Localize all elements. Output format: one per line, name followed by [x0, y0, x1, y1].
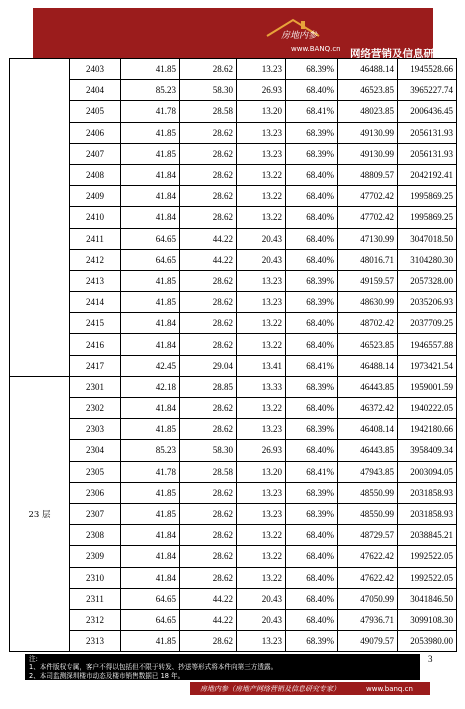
unit-no-cell: 2307: [70, 503, 121, 524]
inner-area-cell: 28.62: [180, 546, 237, 567]
shared-area-cell: 13.33: [237, 376, 286, 397]
area-cell: 41.85: [121, 122, 180, 143]
ratio-cell: 68.41%: [286, 461, 338, 482]
ratio-cell: 68.41%: [286, 101, 338, 122]
shared-area-cell: 20.43: [237, 588, 286, 609]
shared-area-cell: 13.22: [237, 398, 286, 419]
shared-area-cell: 13.22: [237, 525, 286, 546]
table-row: [10, 419, 457, 440]
ratio-cell: 68.40%: [286, 313, 338, 334]
unit-no-cell: 2313: [70, 631, 121, 652]
inner-area-cell: 28.62: [180, 482, 237, 503]
area-cell: 42.45: [121, 355, 180, 376]
table-row: [10, 80, 457, 101]
unit-price-cell: 46372.42: [338, 398, 398, 419]
table-row: [10, 398, 457, 419]
table-body: [10, 59, 457, 652]
unit-no-cell: 2411: [70, 228, 121, 249]
shared-area-cell: 13.23: [237, 143, 286, 164]
total-price-cell: 2056131.93: [398, 122, 457, 143]
area-cell: 41.78: [121, 461, 180, 482]
table-row: [10, 122, 457, 143]
total-price-cell: 3099108.30: [398, 609, 457, 630]
ratio-cell: 68.39%: [286, 482, 338, 503]
unit-price-cell: 46408.14: [338, 419, 398, 440]
unit-no-cell: 2305: [70, 461, 121, 482]
ratio-cell: 68.40%: [286, 228, 338, 249]
unit-no-cell: 2415: [70, 313, 121, 334]
area-cell: 64.65: [121, 588, 180, 609]
total-price-cell: 2057328.00: [398, 270, 457, 291]
area-cell: 41.84: [121, 525, 180, 546]
total-price-cell: 3958409.34: [398, 440, 457, 461]
area-cell: 41.85: [121, 270, 180, 291]
inner-area-cell: 28.62: [180, 186, 237, 207]
ratio-cell: 68.40%: [286, 588, 338, 609]
ratio-cell: 68.40%: [286, 440, 338, 461]
table-row: [10, 101, 457, 122]
area-cell: 41.85: [121, 292, 180, 313]
total-price-cell: 2038845.21: [398, 525, 457, 546]
unit-no-cell: 2308: [70, 525, 121, 546]
inner-area-cell: 44.22: [180, 588, 237, 609]
ratio-cell: 68.39%: [286, 292, 338, 313]
unit-no-cell: 2310: [70, 567, 121, 588]
table-row: [10, 334, 457, 355]
total-price-cell: 1992522.05: [398, 567, 457, 588]
table-row: [10, 59, 457, 80]
total-price-cell: 2035206.93: [398, 292, 457, 313]
unit-price-cell: 48809.57: [338, 164, 398, 185]
inner-area-cell: 28.62: [180, 503, 237, 524]
shared-area-cell: 13.23: [237, 270, 286, 291]
header-banner: [33, 8, 465, 60]
unit-price-cell: 48023.85: [338, 101, 398, 122]
inner-area-cell: 28.62: [180, 143, 237, 164]
unit-price-cell: 46488.14: [338, 59, 398, 80]
area-cell: 42.18: [121, 376, 180, 397]
unit-no-cell: 2409: [70, 186, 121, 207]
ratio-cell: 68.39%: [286, 631, 338, 652]
inner-area-cell: 28.58: [180, 101, 237, 122]
shared-area-cell: 26.93: [237, 80, 286, 101]
unit-price-cell: 49130.99: [338, 122, 398, 143]
inner-area-cell: 28.62: [180, 419, 237, 440]
shared-area-cell: 13.22: [237, 334, 286, 355]
total-price-cell: 2031858.93: [398, 503, 457, 524]
shared-area-cell: 13.22: [237, 313, 286, 334]
ratio-cell: 68.40%: [286, 249, 338, 270]
total-price-cell: 2006436.45: [398, 101, 457, 122]
inner-area-cell: 28.62: [180, 292, 237, 313]
area-cell: 41.85: [121, 631, 180, 652]
table-row: [10, 461, 457, 482]
table-row: [10, 164, 457, 185]
ratio-cell: 68.41%: [286, 355, 338, 376]
inner-area-cell: 28.62: [180, 525, 237, 546]
inner-area-cell: 28.62: [180, 59, 237, 80]
unit-price-cell: 47943.85: [338, 461, 398, 482]
unit-no-cell: 2413: [70, 270, 121, 291]
unit-no-cell: 2405: [70, 101, 121, 122]
total-price-cell: 1946557.88: [398, 334, 457, 355]
unit-price-cell: 48702.42: [338, 313, 398, 334]
ratio-cell: 68.40%: [286, 186, 338, 207]
unit-no-cell: 2414: [70, 292, 121, 313]
floor-label-cell: [10, 59, 70, 377]
total-price-cell: 1942180.66: [398, 419, 457, 440]
total-price-cell: 3965227.74: [398, 80, 457, 101]
unit-price-cell: 48550.99: [338, 482, 398, 503]
unit-no-cell: 2412: [70, 249, 121, 270]
total-price-cell: 1995869.25: [398, 207, 457, 228]
table-row: [10, 440, 457, 461]
footer-url: www.banq.cn: [366, 685, 413, 693]
table-row: [10, 143, 457, 164]
unit-no-cell: 2309: [70, 546, 121, 567]
unit-price-cell: 48016.71: [338, 249, 398, 270]
area-cell: 41.84: [121, 398, 180, 419]
inner-area-cell: 28.62: [180, 398, 237, 419]
unit-price-cell: 48550.99: [338, 503, 398, 524]
ratio-cell: 68.40%: [286, 546, 338, 567]
unit-price-cell: 46523.85: [338, 80, 398, 101]
shared-area-cell: 13.23: [237, 503, 286, 524]
table-row: [10, 567, 457, 588]
footer-notes: [25, 654, 420, 680]
total-price-cell: 2037709.25: [398, 313, 457, 334]
table-row: [10, 313, 457, 334]
inner-area-cell: 28.62: [180, 567, 237, 588]
total-price-cell: 2003094.05: [398, 461, 457, 482]
unit-no-cell: 2406: [70, 122, 121, 143]
unit-price-cell: 46523.85: [338, 334, 398, 355]
table-row: [10, 631, 457, 652]
total-price-cell: 2042192.41: [398, 164, 457, 185]
table-row: [10, 355, 457, 376]
table-row: [10, 228, 457, 249]
total-price-cell: 3047018.50: [398, 228, 457, 249]
shared-area-cell: 13.22: [237, 164, 286, 185]
area-cell: 41.84: [121, 567, 180, 588]
shared-area-cell: 13.20: [237, 101, 286, 122]
table-row: [10, 525, 457, 546]
unit-price-cell: 46488.14: [338, 355, 398, 376]
page-number: 3: [428, 654, 433, 664]
total-price-cell: 2031858.93: [398, 482, 457, 503]
shared-area-cell: 13.22: [237, 567, 286, 588]
unit-no-cell: 2408: [70, 164, 121, 185]
unit-price-cell: 47702.42: [338, 207, 398, 228]
unit-price-cell: 47622.42: [338, 546, 398, 567]
shared-area-cell: 13.20: [237, 461, 286, 482]
unit-price-cell: 48729.57: [338, 525, 398, 546]
unit-no-cell: 2312: [70, 609, 121, 630]
inner-area-cell: 58.30: [180, 440, 237, 461]
shared-area-cell: 13.23: [237, 292, 286, 313]
shared-area-cell: 20.43: [237, 249, 286, 270]
table-row: [10, 609, 457, 630]
total-price-cell: 3104280.30: [398, 249, 457, 270]
ratio-cell: 68.40%: [286, 207, 338, 228]
floor-label-cell: 23 层: [10, 376, 70, 651]
unit-no-cell: 2403: [70, 59, 121, 80]
note-label: 注:: [29, 655, 38, 663]
area-cell: 41.85: [121, 503, 180, 524]
unit-no-cell: 2303: [70, 419, 121, 440]
area-cell: 85.23: [121, 80, 180, 101]
inner-area-cell: 28.62: [180, 270, 237, 291]
area-cell: 41.84: [121, 164, 180, 185]
ratio-cell: 68.39%: [286, 122, 338, 143]
unit-no-cell: 2410: [70, 207, 121, 228]
note-line-1: 1、本件版权专属，客户不得以包括但不限于转发、抄送等形式将本件向第三方透露。: [29, 663, 278, 672]
inner-area-cell: 28.62: [180, 631, 237, 652]
total-price-cell: 1995869.25: [398, 186, 457, 207]
inner-area-cell: 44.22: [180, 249, 237, 270]
area-cell: 41.84: [121, 546, 180, 567]
inner-area-cell: 28.62: [180, 207, 237, 228]
table-row: [10, 588, 457, 609]
ratio-cell: 68.39%: [286, 59, 338, 80]
ratio-cell: 68.40%: [286, 398, 338, 419]
inner-area-cell: 28.62: [180, 164, 237, 185]
shared-area-cell: 13.23: [237, 631, 286, 652]
inner-area-cell: 28.62: [180, 334, 237, 355]
unit-no-cell: 2416: [70, 334, 121, 355]
unit-price-cell: 47130.99: [338, 228, 398, 249]
unit-price-cell: 46443.85: [338, 440, 398, 461]
note-line-2: 2、本司监测深圳楼市动态及楼市销售数据已 18 年。: [29, 671, 185, 680]
shared-area-cell: 13.23: [237, 59, 286, 80]
total-price-cell: 1940222.05: [398, 398, 457, 419]
shared-area-cell: 13.22: [237, 546, 286, 567]
table-row: [10, 270, 457, 291]
table-row: [10, 482, 457, 503]
unit-price-cell: 47050.99: [338, 588, 398, 609]
ratio-cell: 68.40%: [286, 334, 338, 355]
area-cell: 41.84: [121, 313, 180, 334]
banner-title: 网络营销及信息研究专家: [350, 48, 465, 60]
shared-area-cell: 13.23: [237, 419, 286, 440]
shared-area-cell: 13.41: [237, 355, 286, 376]
total-price-cell: 1959001.59: [398, 376, 457, 397]
area-cell: 41.84: [121, 207, 180, 228]
unit-price-cell: 49130.99: [338, 143, 398, 164]
area-cell: 41.85: [121, 419, 180, 440]
shared-area-cell: 20.43: [237, 609, 286, 630]
unit-price-cell: 46443.85: [338, 376, 398, 397]
ratio-cell: 68.39%: [286, 270, 338, 291]
total-price-cell: 2053980.00: [398, 631, 457, 652]
area-cell: 41.85: [121, 482, 180, 503]
area-cell: 41.84: [121, 334, 180, 355]
inner-area-cell: 44.22: [180, 228, 237, 249]
unit-no-cell: 2301: [70, 376, 121, 397]
ratio-cell: 68.39%: [286, 376, 338, 397]
area-cell: 41.84: [121, 186, 180, 207]
logo-text: 房地内参: [281, 31, 318, 41]
table-row: [10, 376, 457, 397]
shared-area-cell: 13.23: [237, 122, 286, 143]
unit-no-cell: 2302: [70, 398, 121, 419]
total-price-cell: 1945528.66: [398, 59, 457, 80]
table-row: [10, 292, 457, 313]
area-cell: 85.23: [121, 440, 180, 461]
unit-price-cell: 47622.42: [338, 567, 398, 588]
inner-area-cell: 58.30: [180, 80, 237, 101]
footer-brand: 房地内参（房地产网络营销及信息研究专家）: [200, 685, 340, 693]
unit-price-cell: 49159.57: [338, 270, 398, 291]
table-row: [10, 207, 457, 228]
area-cell: 64.65: [121, 249, 180, 270]
inner-area-cell: 28.62: [180, 313, 237, 334]
unit-no-cell: 2404: [70, 80, 121, 101]
inner-area-cell: 28.62: [180, 122, 237, 143]
ratio-cell: 68.39%: [286, 419, 338, 440]
unit-no-cell: 2417: [70, 355, 121, 376]
area-cell: 41.78: [121, 101, 180, 122]
unit-no-cell: 2306: [70, 482, 121, 503]
ratio-cell: 68.39%: [286, 503, 338, 524]
unit-price-table: [9, 58, 457, 652]
area-cell: 64.65: [121, 228, 180, 249]
inner-area-cell: 28.58: [180, 461, 237, 482]
area-cell: 41.85: [121, 59, 180, 80]
table-row: [10, 503, 457, 524]
shared-area-cell: 13.23: [237, 482, 286, 503]
area-cell: 41.85: [121, 143, 180, 164]
inner-area-cell: 44.22: [180, 609, 237, 630]
ratio-cell: 68.40%: [286, 164, 338, 185]
unit-price-cell: 47702.42: [338, 186, 398, 207]
inner-area-cell: 29.04: [180, 355, 237, 376]
unit-no-cell: 2304: [70, 440, 121, 461]
inner-area-cell: 28.85: [180, 376, 237, 397]
total-price-cell: 3041846.50: [398, 588, 457, 609]
shared-area-cell: 20.43: [237, 228, 286, 249]
unit-price-cell: 49079.57: [338, 631, 398, 652]
total-price-cell: 2056131.93: [398, 143, 457, 164]
unit-no-cell: 2311: [70, 588, 121, 609]
unit-no-cell: 2407: [70, 143, 121, 164]
ratio-cell: 68.40%: [286, 567, 338, 588]
shared-area-cell: 13.22: [237, 186, 286, 207]
unit-price-cell: 47936.71: [338, 609, 398, 630]
table-row: [10, 546, 457, 567]
shared-area-cell: 26.93: [237, 440, 286, 461]
shared-area-cell: 13.22: [237, 207, 286, 228]
ratio-cell: 68.40%: [286, 525, 338, 546]
ratio-cell: 68.40%: [286, 609, 338, 630]
ratio-cell: 68.39%: [286, 143, 338, 164]
total-price-cell: 1973421.54: [398, 355, 457, 376]
table-row: [10, 249, 457, 270]
table-row: [10, 186, 457, 207]
total-price-cell: 1992522.05: [398, 546, 457, 567]
unit-price-cell: 48630.99: [338, 292, 398, 313]
logo-url: www.BANQ.cn: [291, 45, 341, 53]
area-cell: 64.65: [121, 609, 180, 630]
ratio-cell: 68.40%: [286, 80, 338, 101]
